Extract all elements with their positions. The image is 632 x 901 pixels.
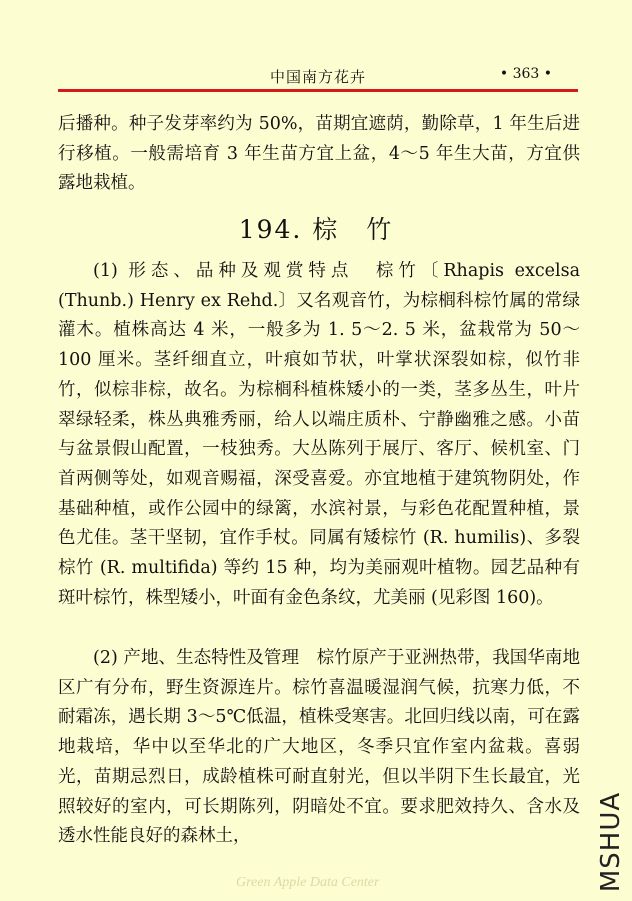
footer-watermark: Green Apple Data Center: [236, 875, 380, 890]
running-header: [58, 66, 578, 88]
section-title: 194. 棕 竹: [238, 215, 394, 244]
side-watermark-text: MSHUA: [596, 791, 626, 893]
paragraph-habitat: (2) 产地、生态特性及管理 棕竹原产于亚洲热带，我国华南地区广有分布，野生资源连片。棕竹喜温暖湿润气候，抗寒力低，不耐霜冻，遇长期 3～5℃低温，植株受寒害。北回归线以南，可在露地栽培，华中以至华北的广大地区，冬季只宜作室内盆栽。喜弱光，苗期忌烈日，成龄植株可耐直射光，但以半阴下生长最宜，光照较好的室内，可长期陈列，阴暗处不宜。要求肥效持久、含水及透水性能良好的森林土，: [58, 648, 580, 847]
side-watermark: [596, 792, 626, 892]
page-number: • 363 •: [499, 66, 552, 82]
header-rule: [58, 89, 578, 92]
header-title: 中国南方花卉: [270, 68, 367, 86]
paragraph-continuation: 后播种。种子发芽率约为 50%，苗期宜遮荫，勤除草，1 年生后进行移植。一般需培育 3 年生苗方宜上盆，4～5 年生大苗，方宜供露地栽植。: [58, 114, 580, 194]
paragraph-morphology: (1) 形态、品种及观赏特点 棕竹〔Rhapis excelsa (Thunb.) Henry ex Rehd.〕又名观音竹，为棕榈科棕竹属的常绿灌木。植株高达 4 米，一般多为 1. 5～2. 5 米，盆栽常为 50～100 厘米。茎纤细直立，叶痕如节状，叶掌状深裂如棕，似竹非竹，似棕非棕，故名。为棕榈科植株矮小的一类，茎多丛生，叶片翠绿轻柔，株丛典雅秀丽，给人以端庄质朴、宁静幽雅之感。小苗与盆景假山配置，一枝独秀。大丛陈列于展厅、客厅、候机室、门首两侧等处，如观音赐福，深受喜爱。亦宜地植于建筑物阴处，作基础种植，或作公园中的绿篱，水滨衬景，与彩色花配置种植，景色尤佳。茎干坚韧，宜作手杖。同属有矮棕竹 (R. humilis)、多裂棕竹 (R. multifida) 等约 15 种，均为美丽观叶植物。园艺品种有斑叶棕竹，株型矮小，叶面有金色条纹，尤美丽 (见彩图 160)。: [58, 261, 580, 608]
